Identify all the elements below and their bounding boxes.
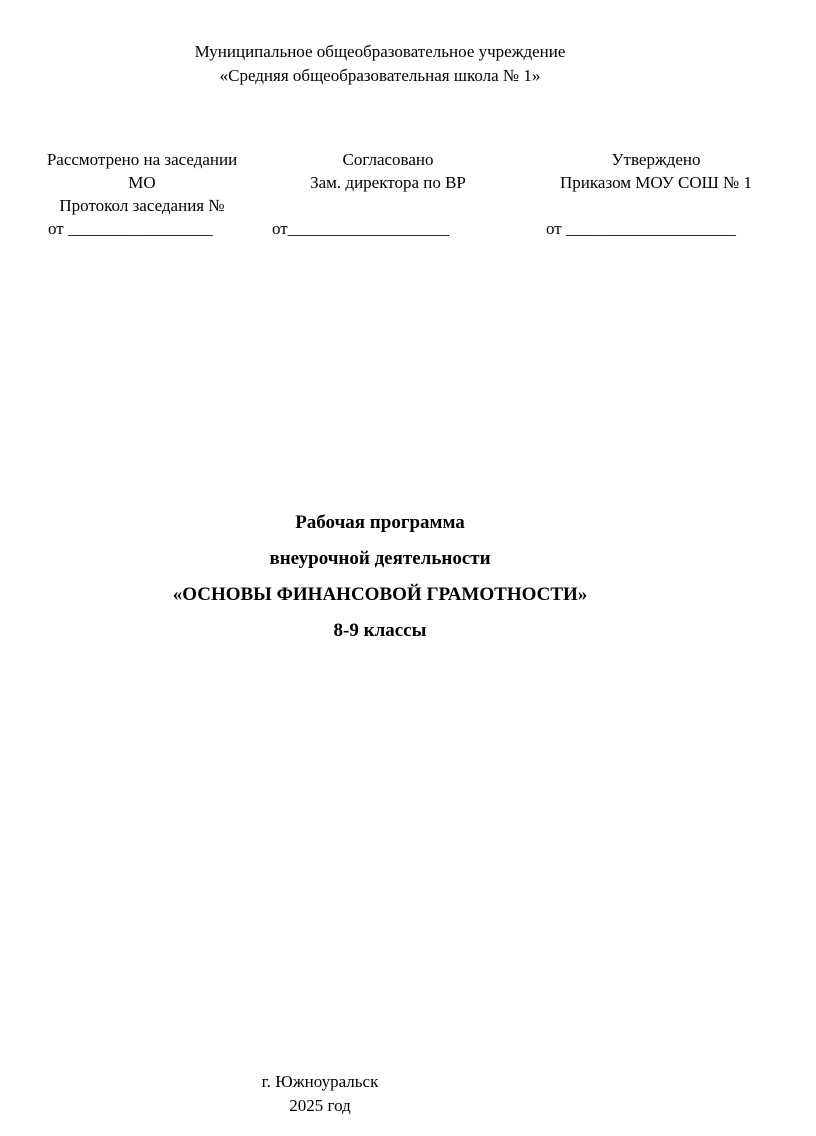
document-footer [220,1070,420,1118]
reviewed-protocol: Протокол заседания № [59,196,225,215]
footer-city: г. Южноуральск [261,1072,379,1091]
organization-name: Муниципальное общеобразовательное учреждение [194,42,566,61]
approved-date-line: от ____________________ [546,219,736,238]
reviewed-body: МО [128,173,156,192]
agreed-position: Зам. директора по ВР [310,173,466,192]
reviewed-title: Рассмотрено на заседании [46,150,238,169]
program-subtitle: внеурочной деятельности [269,548,491,569]
approval-approved-block [536,148,776,240]
program-grades: 8-9 классы [333,620,427,641]
approval-agreed-block [270,148,506,240]
footer-year: 2025 год [289,1096,351,1115]
reviewed-date-line: от _________________ [48,219,213,238]
organization-header [130,40,630,88]
agreed-date-line: от___________________ [272,219,450,238]
school-name: «Средняя общеобразовательная школа № 1» [219,66,541,85]
approved-order: Приказом МОУ СОШ № 1 [560,173,752,192]
approval-reviewed-block [34,148,250,240]
program-title: Рабочая программа [295,512,465,533]
program-title-block [100,505,660,649]
approved-title: Утверждено [611,150,701,169]
agreed-title: Согласовано [342,150,434,169]
program-course-name: «ОСНОВЫ ФИНАНСОВОЙ ГРАМОТНОСТИ» [172,584,588,605]
